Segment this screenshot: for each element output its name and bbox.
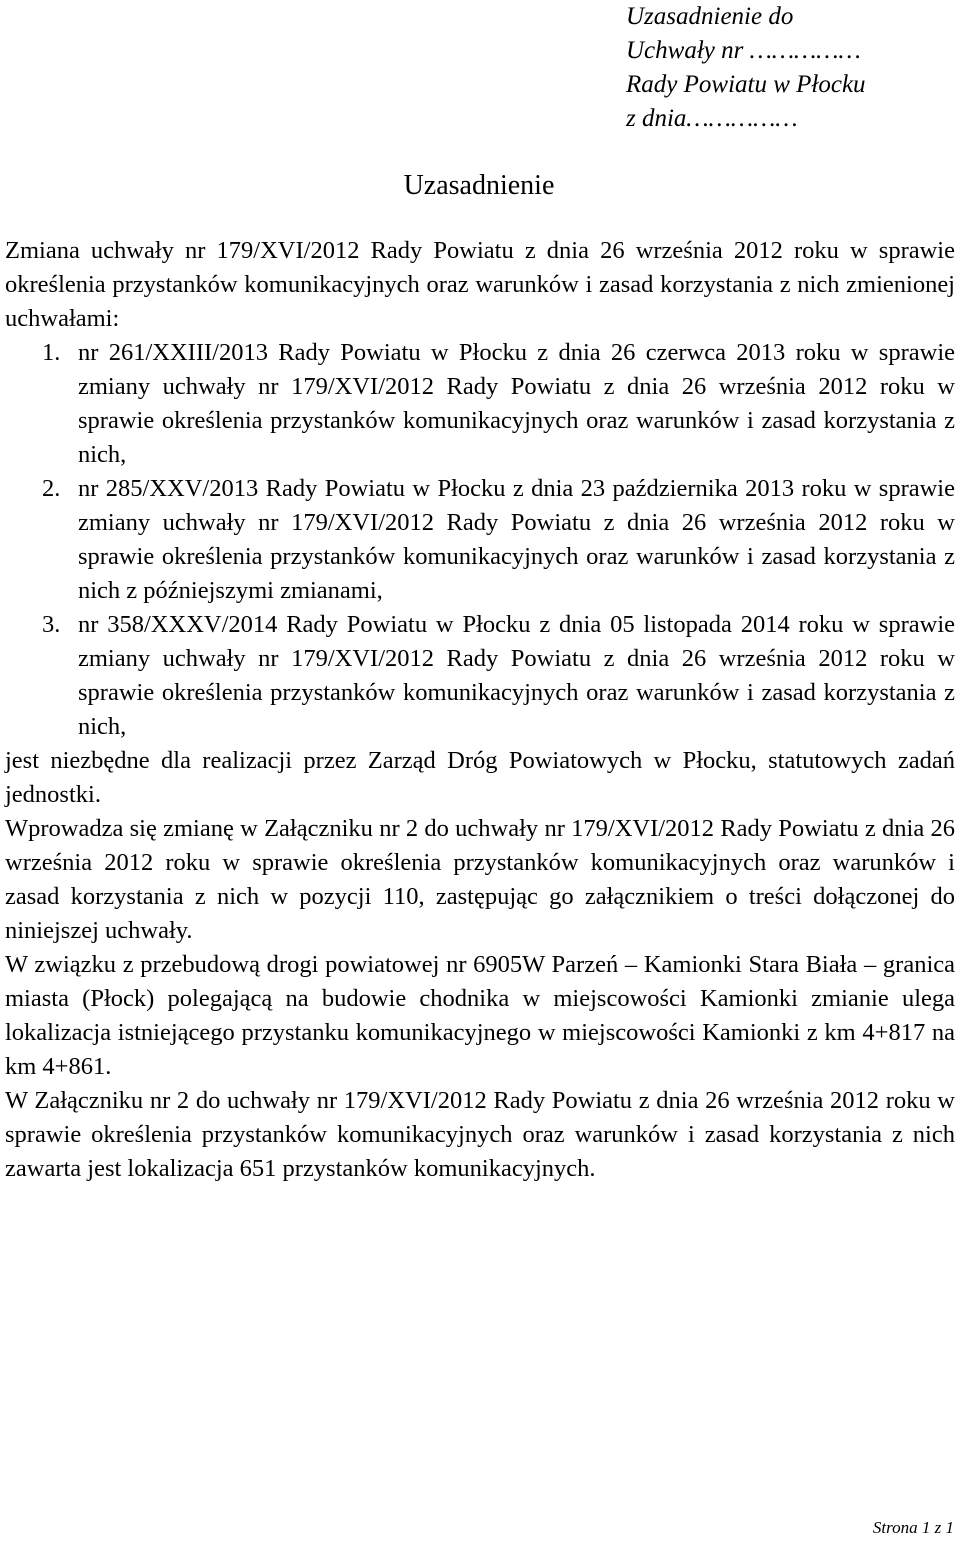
list-item-text: nr 285/XXV/2013 Rady Powiatu w Płocku z dnia 23 października 2013 roku w sprawie zmiany uchwały nr 179/XVI/2012 Rady Powiatu z dnia 26 września 2012 roku w sprawie określenia przystanków komunikacyjnych oraz warunków i zasad korzystania z nich z późniejszymi zmianami, bbox=[78, 475, 955, 604]
header-note-line: Uzasadnienie do bbox=[626, 3, 794, 30]
header-note-line: z dnia…………… bbox=[626, 105, 798, 132]
paragraph: W związku z przebudową drogi powiatowej nr 6905W Parzeń – Kamionki Stara Biała – granica miasta (Płock) polegającą na budowie chodnika w miejscowości Kamionki zmianie ulega lokalizacja istniejącego przystanku komunikacyjnego w miejscowości Kamionki z km 4+817 na km 4+861. bbox=[5, 951, 955, 1080]
document-title bbox=[0, 168, 960, 204]
list-item-number: 1. bbox=[42, 339, 61, 366]
paragraph: W Załączniku nr 2 do uchwały nr 179/XVI/2012 Rady Powiatu z dnia 26 września 2012 roku w sprawie określenia przystanków komunikacyjnych oraz warunków i zasad korzystania z nich zawarta jest lokalizacja 651 przystanków komunikacyjnych. bbox=[5, 1087, 955, 1182]
header-note-line: Rady Powiatu w Płocku bbox=[626, 71, 866, 98]
list-item bbox=[5, 472, 955, 608]
paragraph: jest niezbędne dla realizacji przez Zarząd Dróg Powiatowych w Płocku, statutowych zadań jednostki. bbox=[5, 747, 955, 808]
list-item bbox=[5, 608, 955, 744]
intro-paragraph: Zmiana uchwały nr 179/XVI/2012 Rady Powiatu z dnia 26 września 2012 roku w sprawie określenia przystanków komunikacyjnych oraz warunków i zasad korzystania z nich zmienionej uchwałami: bbox=[5, 237, 955, 332]
list-item-number: 2. bbox=[42, 475, 61, 502]
document-title-text: Uzasadnienie bbox=[403, 170, 555, 201]
list-item-text: nr 261/XXIII/2013 Rady Powiatu w Płocku z dnia 26 czerwca 2013 roku w sprawie zmiany uchwały nr 179/XVI/2012 Rady Powiatu z dnia 26 września 2012 roku w sprawie określenia przystanków komunikacyjnych oraz warunków i zasad korzystania z nich, bbox=[78, 339, 955, 468]
document-body bbox=[5, 234, 955, 1186]
paragraph: Wprowadza się zmianę w Załączniku nr 2 do uchwały nr 179/XVI/2012 Rady Powiatu z dnia 26 września 2012 roku w sprawie określenia przystanków komunikacyjnych oraz warunków i zasad korzystania z nich w pozycji 110, zastępując go załącznikiem o treści dołączonej do niniejszej uchwały. bbox=[5, 815, 955, 944]
list-item bbox=[5, 336, 955, 472]
list-item-number: 3. bbox=[42, 611, 61, 638]
header-note-line: Uchwały nr …………… bbox=[626, 37, 861, 64]
list-item-text: nr 358/XXXV/2014 Rady Powiatu w Płocku z dnia 05 listopada 2014 roku w sprawie zmiany uchwały nr 179/XVI/2012 Rady Powiatu z dnia 26 września 2012 roku w sprawie określenia przystanków komunikacyjnych oraz warunków i zasad korzystania z nich, bbox=[78, 611, 955, 740]
amendments-list bbox=[5, 336, 955, 744]
header-note bbox=[626, 0, 956, 136]
page-number: Strona 1 z 1 bbox=[872, 1518, 954, 1537]
